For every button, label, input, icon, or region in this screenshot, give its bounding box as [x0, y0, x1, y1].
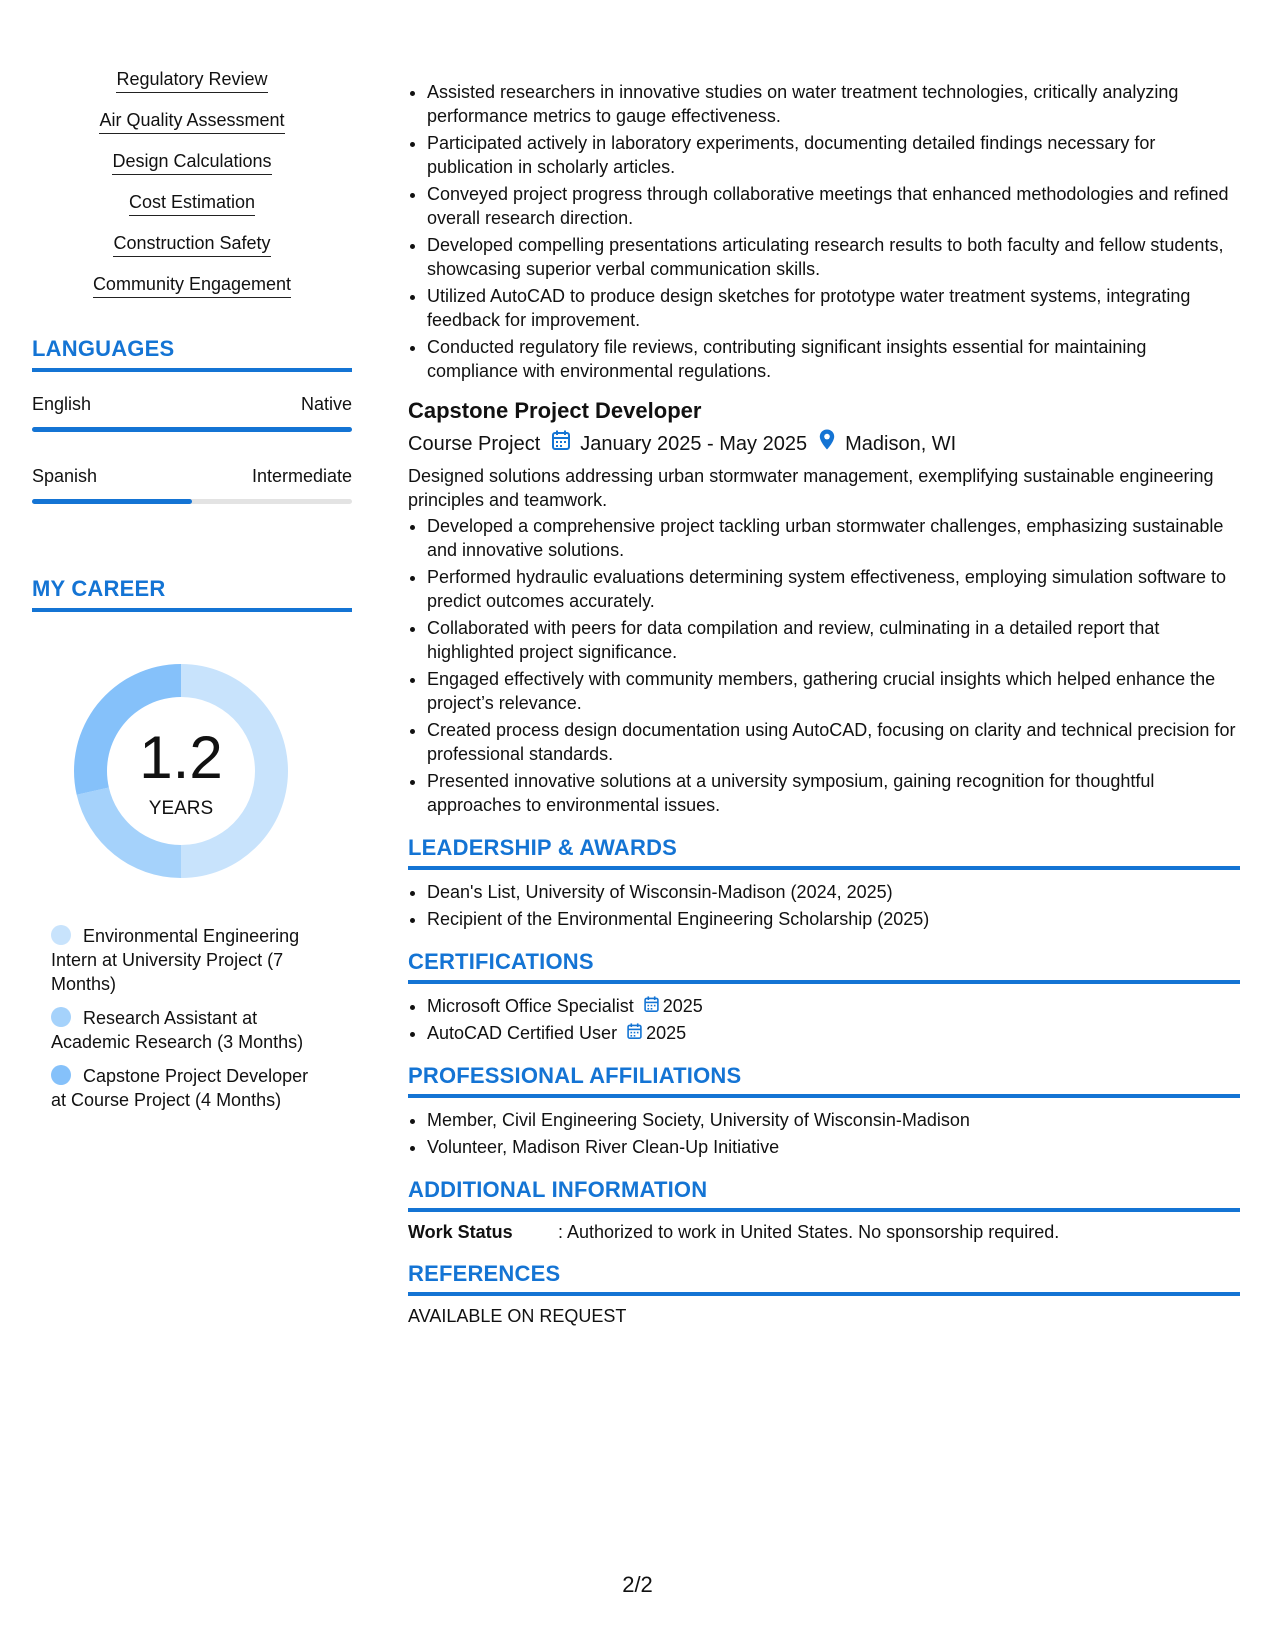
certification-year: 2025 — [646, 1023, 687, 1043]
career-years-label: YEARS — [148, 798, 214, 819]
career-legend-item: Environmental Engineering Intern at University Project (7 Months) — [51, 926, 300, 994]
skill-item: Community Engagement — [32, 275, 352, 298]
career-total-years: 1.2 — [139, 724, 223, 791]
references-title: REFERENCES — [408, 1261, 1240, 1296]
bullet-item: • Created process design documentation using AutoCAD, focusing on clarity and technical precision for professional standards. — [427, 718, 1240, 766]
career-legend — [51, 924, 321, 1112]
leadership-title: LEADERSHIP & AWARDS — [408, 835, 1240, 870]
language-name: English — [32, 394, 92, 414]
calendar-icon — [552, 430, 570, 458]
bullet-item: • Dean's List, University of Wisconsin-Madison (2024, 2025) — [427, 880, 1240, 904]
job-organization: Course Project — [408, 432, 541, 455]
additional-info-title: ADDITIONAL INFORMATION — [408, 1177, 1240, 1212]
certifications-list — [408, 994, 1240, 1045]
bullet-item: • Volunteer, Madison River Clean-Up Initiative — [427, 1135, 1240, 1159]
bullet-item: • Presented innovative solutions at a university symposium, gaining recognition for thoughtful approaches to environmental issues. — [427, 769, 1240, 817]
bullet-item: • Collaborated with peers for data compilation and review, culminating in a detailed report that highlighted project significance. — [427, 616, 1240, 664]
skills-list — [32, 70, 352, 298]
bullet-item: • Developed a comprehensive project tackling urban stormwater challenges, emphasizing sustainable and innovative solutions. — [427, 514, 1240, 562]
language-level: Native — [300, 394, 352, 414]
language-level-fill — [32, 499, 192, 504]
job-title: Capstone Project Developer — [408, 398, 702, 423]
language-level-fill — [32, 427, 352, 432]
legend-dot — [51, 925, 71, 945]
capstone-bullets — [408, 514, 1240, 817]
bullet-item: • Engaged effectively with community members, gathering crucial insights which helped enhance the project’s relevance. — [427, 667, 1240, 715]
skill-item: Construction Safety — [32, 234, 352, 257]
bullet-item: • Conveyed project progress through collaborative meetings that enhanced methodologies and refined overall research direction. — [427, 182, 1240, 230]
career-donut-chart — [66, 656, 296, 886]
skill-item: Cost Estimation — [32, 193, 352, 216]
job-location: Madison, WI — [845, 432, 957, 455]
language-entry — [32, 394, 352, 432]
work-status-label: Work Status — [408, 1222, 513, 1242]
language-level-bar — [32, 499, 352, 504]
work-status-row — [408, 1222, 1240, 1243]
calendar-icon — [644, 994, 663, 1018]
bullet-item: • Performed hydraulic evaluations determining system effectiveness, employing simulation software to predict outcomes accurately. — [427, 565, 1240, 613]
language-level: Intermediate — [251, 466, 352, 486]
job-dates: January 2025 - May 2025 — [580, 432, 808, 455]
job-meta — [408, 429, 1240, 458]
job-description: Designed solutions addressing urban stormwater management, exemplifying sustainable engineering principles and teamwork. — [408, 466, 1214, 510]
certification-name: Microsoft Office Specialist — [427, 996, 634, 1016]
map-pin-icon — [819, 429, 835, 458]
legend-dot — [51, 1007, 71, 1027]
career-title: MY CAREER — [32, 576, 352, 612]
bullet-item: • Developed compelling presentations articulating research results to both faculty and fellow students, showcasing superior verbal communication skills. — [427, 233, 1240, 281]
language-level-bar — [32, 427, 352, 432]
certifications-title: CERTIFICATIONS — [408, 949, 1240, 984]
calendar-icon — [627, 1021, 646, 1045]
bullet-item: • Assisted researchers in innovative studies on water treatment technologies, critically analyzing performance metrics to gauge effectiveness. — [427, 80, 1240, 128]
skill-item: Air Quality Assessment — [32, 111, 352, 134]
certification-item — [427, 1021, 1240, 1045]
affiliations-title: PROFESSIONAL AFFILIATIONS — [408, 1063, 1240, 1098]
bullet-item: • Utilized AutoCAD to produce design sketches for prototype water treatment systems, integrating feedback for improvement. — [427, 284, 1240, 332]
research-bullets — [408, 80, 1240, 383]
bullet-item: • Recipient of the Environmental Engineering Scholarship (2025) — [427, 907, 1240, 931]
bullet-item: • Conducted regulatory file reviews, contributing significant insights essential for maintaining compliance with environmental regulations. — [427, 335, 1240, 383]
language-entry — [32, 466, 352, 504]
certification-name: AutoCAD Certified User — [427, 1023, 618, 1043]
skill-item: Design Calculations — [32, 152, 352, 175]
work-status-value: : Authorized to work in United States. No sponsorship required. — [558, 1222, 1060, 1242]
affiliations-list — [408, 1108, 1240, 1159]
bullet-item: • Member, Civil Engineering Society, University of Wisconsin-Madison — [427, 1108, 1240, 1132]
left-column — [32, 70, 352, 1122]
bullet-item: • Participated actively in laboratory experiments, documenting detailed findings necessary for publication in scholarly articles. — [427, 131, 1240, 179]
references-text: AVAILABLE ON REQUEST — [408, 1306, 627, 1326]
certification-year: 2025 — [662, 996, 703, 1016]
career-legend-item: Capstone Project Developer at Course Project (4 Months) — [51, 1066, 309, 1110]
legend-dot — [51, 1065, 71, 1085]
skill-item: Regulatory Review — [32, 70, 352, 93]
page-number: 2/2 — [622, 1572, 653, 1597]
language-name: Spanish — [32, 466, 98, 486]
leadership-list — [408, 880, 1240, 931]
certification-item — [427, 994, 1240, 1018]
languages-title: LANGUAGES — [32, 336, 352, 372]
career-legend-item: Research Assistant at Academic Research (3 Months) — [51, 1008, 304, 1052]
right-column — [408, 80, 1240, 1327]
